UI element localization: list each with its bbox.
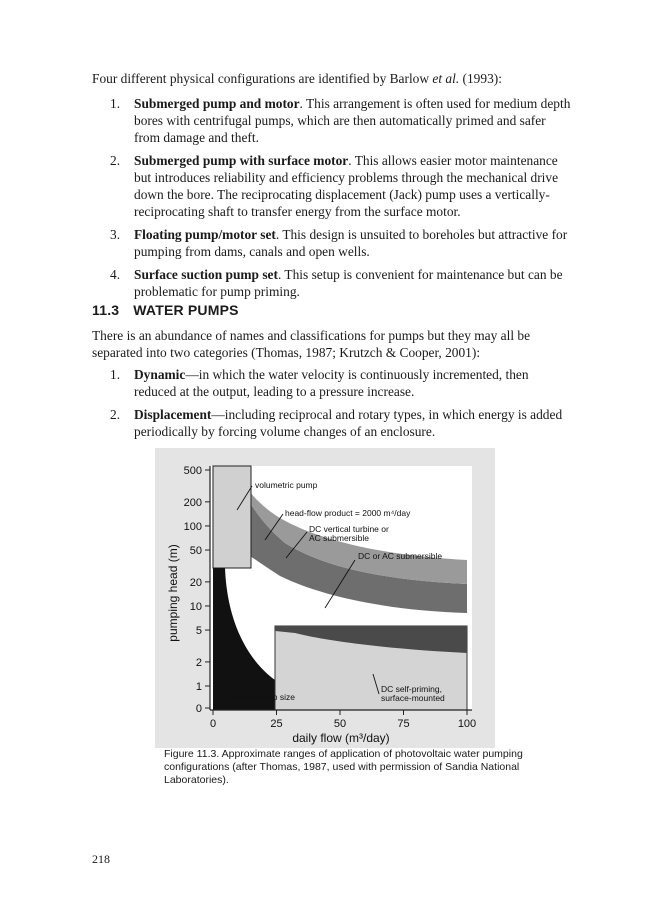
y-tick-label: 200 bbox=[183, 496, 202, 509]
list-item bbox=[92, 406, 572, 440]
label-hand-pump: hand pump size bbox=[235, 692, 296, 702]
list-item bbox=[92, 152, 572, 220]
x-tick-label: 100 bbox=[457, 718, 477, 730]
label-self-priming-2: surface-mounted bbox=[381, 693, 445, 703]
list-item bbox=[92, 266, 572, 300]
pump-range-chart bbox=[155, 448, 495, 748]
item-number: 2. bbox=[110, 153, 121, 168]
intro-paragraph bbox=[92, 70, 562, 87]
item-title: Submerged pump with surface motor bbox=[134, 153, 349, 168]
label-headflow-product: head-flow product = 2000 m⁴/day bbox=[285, 508, 411, 518]
y-tick-label: 5 bbox=[195, 625, 202, 638]
item-number: 4. bbox=[110, 267, 121, 282]
y-axis-title: pumping head (m) bbox=[166, 544, 180, 642]
item-number: 1. bbox=[110, 367, 121, 382]
label-dc-ac-submersible: DC or AC submersible bbox=[358, 551, 443, 561]
label-self-priming-1: DC self-priming, bbox=[381, 684, 442, 694]
y-tick-label: 20 bbox=[189, 576, 202, 589]
section-paragraph: There is an abundance of names and classifications for pumps but they may all be separated into two categories (Thomas, 1987; Krutzch & Cooper, 2001): bbox=[92, 328, 531, 360]
item-text: —in which the water velocity is continuously incremented, then reduced at the output, leading to a pressure increase. bbox=[134, 367, 529, 399]
x-tick-label: 25 bbox=[270, 718, 283, 730]
configuration-list bbox=[92, 95, 572, 306]
section-heading bbox=[92, 302, 239, 318]
item-title: Submerged pump and motor bbox=[134, 96, 300, 111]
y-tick-label: 1 bbox=[195, 681, 202, 693]
figure-chart bbox=[155, 448, 495, 748]
figure-caption bbox=[164, 748, 534, 787]
item-number: 1. bbox=[110, 96, 121, 111]
item-text: —including reciprocal and rotary types, in which energy is added periodically by forcing volume changes of an enclosure. bbox=[134, 407, 563, 439]
list-item bbox=[92, 226, 572, 260]
label-dc-vertical-2: AC submersible bbox=[309, 533, 369, 543]
intro-text-before: Four different physical configurations are identified by Barlow bbox=[92, 71, 433, 86]
label-dc-vertical-1: DC vertical turbine or bbox=[309, 524, 389, 534]
x-axis-title: daily flow (m³/day) bbox=[292, 731, 390, 745]
item-text: . This allows easier motor maintenance but introduces reliability and efficiency problems through the mechanical drive down the bore. The reciprocating displacement (Jack) pump uses a vertically-reciprocating shaft to transfer energy from the surface motor. bbox=[134, 153, 559, 219]
item-text: . This arrangement is often used for medium depth bores with centrifugal pumps, which are then automatically primed and safer from damage and theft. bbox=[134, 96, 571, 145]
caption-label: Figure 11.3. bbox=[164, 748, 220, 760]
item-text: . This design is unsuited to boreholes but attractive for pumping from dams, canals and open wells. bbox=[134, 227, 568, 259]
y-tick-label: 2 bbox=[195, 656, 202, 669]
y-tick-label: 50 bbox=[189, 545, 202, 558]
page-number: 218 bbox=[92, 852, 110, 866]
item-title: Displacement bbox=[134, 407, 212, 422]
pump-type-list bbox=[92, 366, 572, 446]
x-tick-label: 75 bbox=[397, 718, 410, 730]
item-number: 2. bbox=[110, 407, 121, 422]
x-tick-label: 0 bbox=[209, 718, 217, 730]
intro-text-after: (1993): bbox=[459, 71, 502, 86]
item-title: Surface suction pump set bbox=[134, 267, 278, 282]
item-number: 3. bbox=[110, 227, 121, 242]
label-volumetric-pump: volumetric pump bbox=[255, 480, 318, 490]
item-title: Floating pump/motor set bbox=[134, 227, 276, 242]
y-tick-label: 0 bbox=[195, 703, 202, 715]
y-tick-label: 500 bbox=[183, 465, 202, 477]
list-item bbox=[92, 366, 572, 400]
y-tick-label: 10 bbox=[189, 600, 202, 613]
region-volumetric-pump bbox=[213, 466, 251, 568]
item-text: . This setup is convenient for maintenance but can be problematic for pump priming. bbox=[134, 267, 563, 299]
caption-text: Approximate ranges of application of photovoltaic water pumping configurations (after Thomas, 1987, used with permission of Sandia National Laboratories). bbox=[164, 748, 523, 786]
section-number: 11.3 bbox=[92, 302, 120, 318]
x-tick-label: 50 bbox=[333, 718, 347, 730]
list-item bbox=[92, 95, 572, 146]
section-title: WATER PUMPS bbox=[133, 302, 239, 318]
y-tick-label: 100 bbox=[183, 520, 202, 533]
intro-italic: et al. bbox=[432, 71, 460, 86]
item-title: Dynamic bbox=[134, 367, 186, 382]
